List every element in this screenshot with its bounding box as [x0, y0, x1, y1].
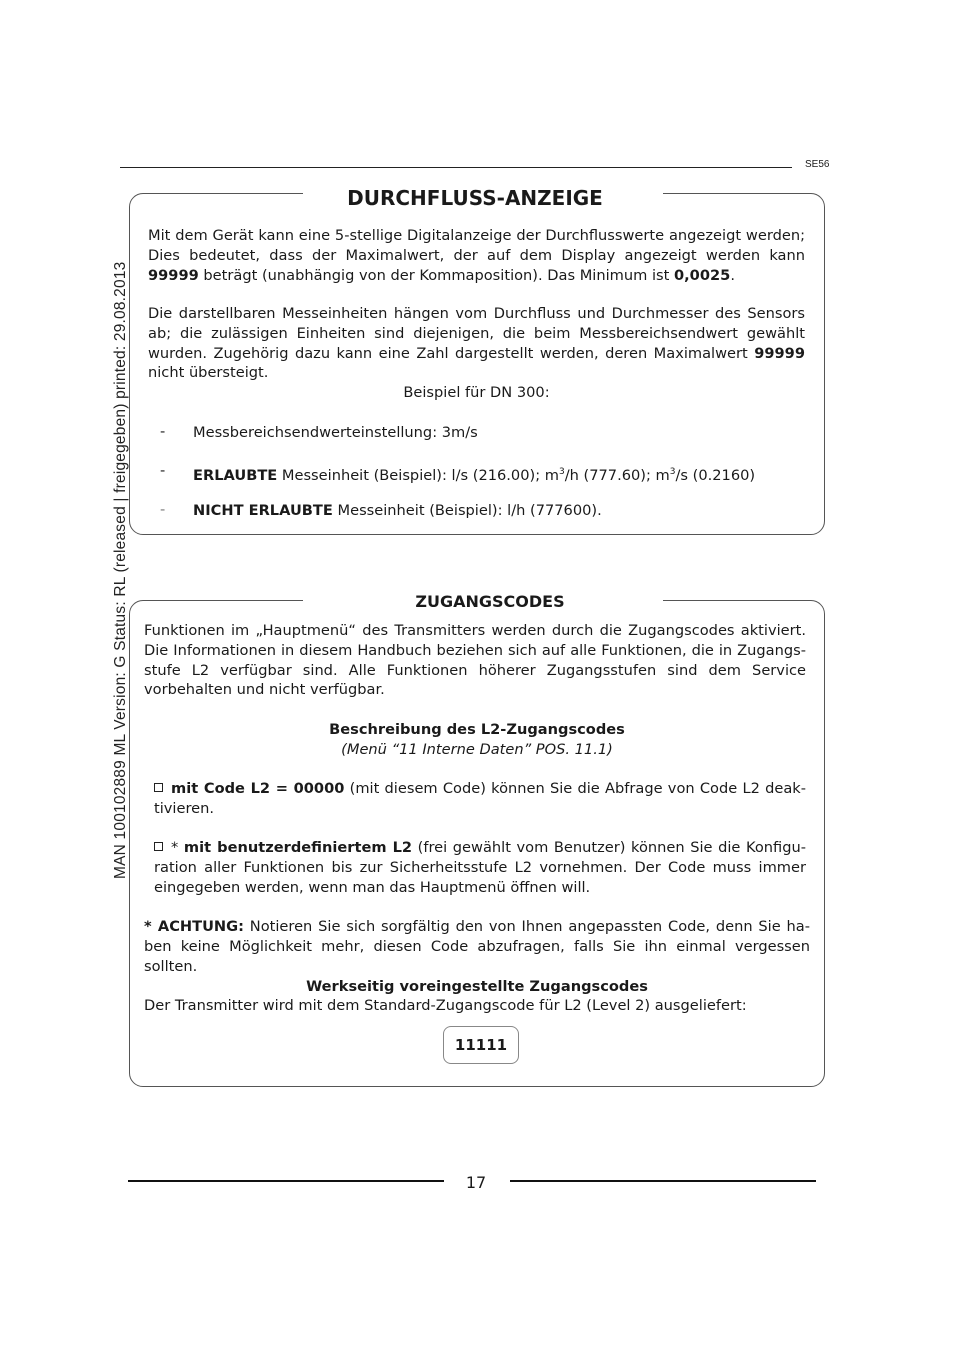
- attention-note: * ACHTUNG: Notieren Sie sich sorgfältig den von Ihnen angepassten Code, denn Sie haben keine Möglichkeit mehr, diesen Code abzufragen, falls Sie ihn einmal vergessen sollten.: [144, 918, 811, 975]
- footer-rule-right: [510, 1180, 816, 1182]
- list-dash: -: [160, 462, 166, 479]
- option-user-defined: * mit benutzerdefiniertem L2 (frei gewählt vom Benutzer) können Sie die Konfiguration aller Funktionen bis zur Sicherheitsstufe L2 vornehmen. Der Code muss immer eingegeben werden, wenn man das Hauptmenü öffnen will.: [154, 839, 807, 896]
- header-code: SE56: [805, 159, 830, 170]
- header-rule: [120, 167, 792, 168]
- l2-subheading: Beschreibung des L2-Zugangscodes: [329, 721, 625, 738]
- footer-rule-left: [128, 1180, 444, 1182]
- option-code-00000: mit Code L2 = 00000 (mit diesem Code) können Sie die Abfrage von Code L2 deaktivieren.: [154, 780, 807, 817]
- section-title-access-codes: ZUGANGSCODES: [415, 592, 565, 611]
- list-item-allowed: ERLAUBTE Messeinheit (Beispiel): l/s (216.00); $m^3/h$ (777.60); $m^3/s$ (0.2160): [193, 466, 756, 484]
- factory-codes-text: Der Transmitter wird mit dem Standard-Zugangscode für L2 (Level 2) ausgeliefert:: [144, 997, 747, 1014]
- flow-paragraph-1: Mit dem Gerät kann eine 5-stellige Digitalanzeige der Durchflusswerte angezeigt werden; Dies bedeutet, dass der Maximalwert, der auf dem Display angezeigt werden kann 99999 beträgt (unabhängig von der Kommaposition). Das Minimum ist 0,0025.: [148, 227, 805, 284]
- default-code-box: 11111: [443, 1026, 519, 1064]
- list-item-range: Messbereichsendwerteinstellung: 3m/s: [193, 424, 478, 441]
- sidebar-doc-info: MAN 100102889 ML Version: G Status: RL (released | freigegeben) printed: 29.08.2013: [112, 261, 129, 879]
- access-intro: Funktionen im „Hauptmenü“ des Transmitters werden durch die Zugangscodes aktiviert. Die Informationen in diesem Handbuch beziehen sich auf alle Funktionen, die in Zugangsstufe L2 verfügbar sind. Alle Funktionen höherer Zugangsstufen sind dem Service vorbehalten und nicht verfügbar.: [144, 622, 806, 699]
- list-dash: -: [160, 423, 166, 440]
- l2-menu-ref: (Menü “11 Interne Daten” POS. 11.1): [341, 741, 613, 758]
- factory-codes-heading: Werkseitig voreingestellte Zugangscodes: [306, 978, 648, 995]
- example-title: Beispiel für DN 300:: [403, 384, 550, 401]
- list-dash: -: [160, 501, 166, 518]
- page-number: 17: [465, 1173, 487, 1192]
- flow-paragraph-2: Die darstellbaren Messeinheiten hängen vom Durchfluss und Durchmesser des Sensors ab; die zulässigen Einheiten sind diejenigen, die beim Messbereichsendwert gewählt wurden. Zugehörig dazu kann eine Zahl dargestellt werden, deren Maximalwert 99999 nicht übersteigt.: [148, 305, 805, 382]
- section-title-flow: DURCHFLUSS-ANZEIGE: [347, 186, 603, 210]
- checkbox-bullet-icon: [154, 783, 163, 792]
- list-item-not-allowed: NICHT ERLAUBTE Messeinheit (Beispiel): l/h (777600).: [193, 502, 602, 519]
- checkbox-bullet-icon: [154, 842, 163, 851]
